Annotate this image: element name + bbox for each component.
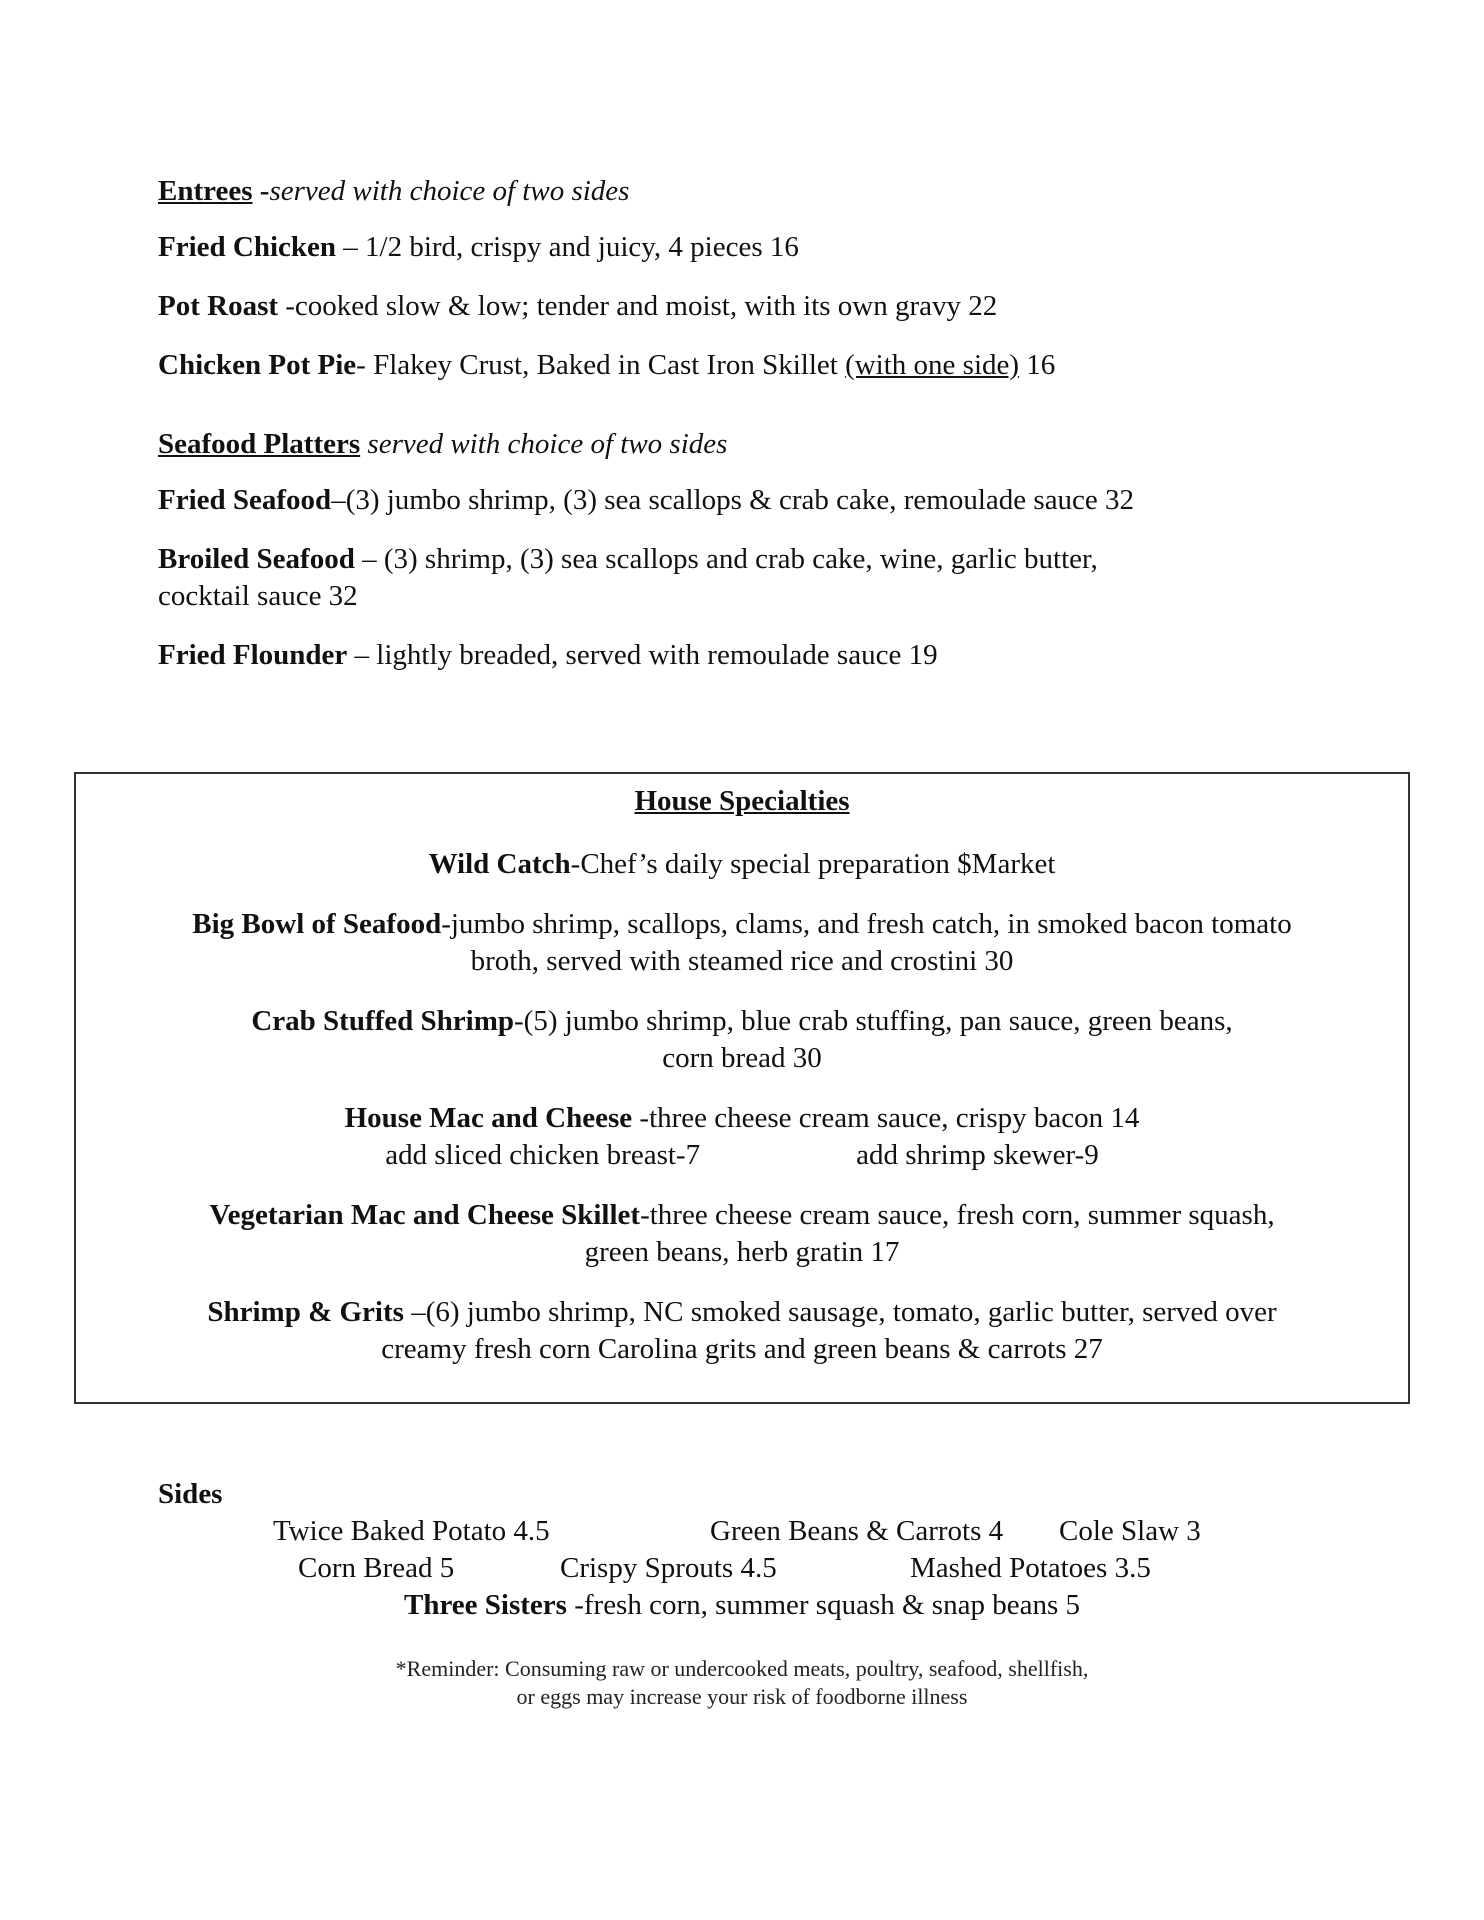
house-specialties-box [74,772,1410,1404]
item-desc: - Flakey Crust, Baked in Cast Iron Skillet [356,349,846,381]
item-desc: -Chef’s daily special preparation $Market [570,848,1056,880]
special-item-big-bowl [76,906,1408,980]
sides-row [0,1513,1484,1550]
sides-title: Sides [158,1478,223,1510]
item-name: Fried Seafood [158,484,332,516]
item-desc: -jumbo shrimp, scallops, clams, and fresh catch, in smoked bacon tomato [441,908,1292,940]
item-name: Vegetarian Mac and Cheese Skillet [209,1199,641,1231]
item-name: House Mac and Cheese [344,1102,633,1134]
seafood-note: served with choice of two sides [360,428,728,460]
item-desc: –(6) jumbo shrimp, NC smoked sausage, tomato, garlic butter, served over [403,1296,1277,1328]
entrees-section [158,172,1358,406]
side-item: Green Beans & Carrots 4 [710,1515,1004,1547]
item-desc-cont: creamy fresh corn Carolina grits and green beans & carrots 27 [381,1333,1103,1365]
addons-row [76,1137,1408,1174]
sides-list [0,1513,1484,1624]
item-desc: – 1/2 bird, crispy and juicy, 4 pieces 16 [336,231,799,263]
item-desc-cont: green beans, herb gratin 17 [584,1236,900,1268]
item-desc: – (3) shrimp, (3) sea scallops and crab cake, wine, garlic butter, [354,543,1098,575]
item-desc: -cooked slow & low; tender and moist, with its own gravy 22 [278,290,998,322]
item-name: Fried Flounder [158,639,348,671]
item-desc-cont: corn bread 30 [662,1042,822,1074]
item-name: Big Bowl of Seafood [192,908,442,940]
sides-row [0,1550,1484,1587]
entrees-dash: - [252,175,270,207]
house-specialties-title: House Specialties [634,785,850,817]
menu-item-chicken-pot-pie [158,347,1358,384]
seafood-heading [158,425,1358,463]
item-name: Pot Roast [158,290,279,322]
side-item-three-sisters [0,1587,1484,1624]
item-desc: -three cheese cream sauce, fresh corn, summer squash, [640,1199,1275,1231]
entrees-note: served with choice of two sides [269,175,630,207]
special-item-wild-catch [76,846,1408,883]
item-desc: -fresh corn, summer squash & snap beans 5 [566,1589,1080,1621]
food-safety-reminder [0,1655,1484,1711]
special-item-house-mac [76,1100,1408,1174]
item-name: Wild Catch [428,848,571,880]
menu-item-fried-seafood [158,482,1358,519]
menu-item-pot-roast [158,288,1358,325]
reminder-line-1: *Reminder: Consuming raw or undercooked meats, poultry, seafood, shellfish, [395,1656,1089,1681]
item-name: Broiled Seafood [158,543,355,575]
seafood-section [158,425,1358,696]
special-item-crab-stuffed-shrimp [76,1003,1408,1077]
item-name: Fried Chicken [158,231,337,263]
item-desc: -(5) jumbo shrimp, blue crab stuffing, pan sauce, green beans, [514,1005,1233,1037]
addon-chicken: add sliced chicken breast-7 [385,1139,701,1171]
item-name: Crab Stuffed Shrimp [251,1005,515,1037]
special-item-shrimp-grits [76,1294,1408,1368]
item-name: Three Sisters [403,1589,567,1621]
item-desc-cont: cocktail sauce 32 [158,580,358,612]
side-item: Crispy Sprouts 4.5 [560,1552,777,1584]
side-item: Cole Slaw 3 [1059,1515,1201,1547]
item-name: Shrimp & Grits [207,1296,404,1328]
item-name: Chicken Pot Pie [158,349,357,381]
item-price: 16 [1019,349,1056,381]
reminder-line-2: or eggs may increase your risk of foodborne illness [516,1684,968,1709]
menu-item-fried-flounder [158,637,1358,674]
sides-section [158,1476,1358,1621]
side-item: Twice Baked Potato 4.5 [273,1515,550,1547]
addon-shrimp: add shrimp skewer-9 [856,1139,1099,1171]
side-item: Corn Bread 5 [298,1552,455,1584]
menu-item-broiled-seafood [158,541,1358,615]
item-desc-cont: broth, served with steamed rice and crostini 30 [470,945,1014,977]
item-side-note: (with one side) [845,349,1020,381]
special-item-veg-mac [76,1197,1408,1271]
seafood-title: Seafood Platters [158,428,361,460]
item-desc: -three cheese cream sauce, crispy bacon 14 [632,1102,1140,1134]
entrees-heading [158,172,1358,210]
side-item: Mashed Potatoes 3.5 [910,1552,1151,1584]
item-desc: – lightly breaded, served with remoulade sauce 19 [347,639,938,671]
menu-item-fried-chicken [158,229,1358,266]
item-desc: –(3) jumbo shrimp, (3) sea scallops & crab cake, remoulade sauce 32 [331,484,1135,516]
entrees-title: Entrees [158,175,253,207]
